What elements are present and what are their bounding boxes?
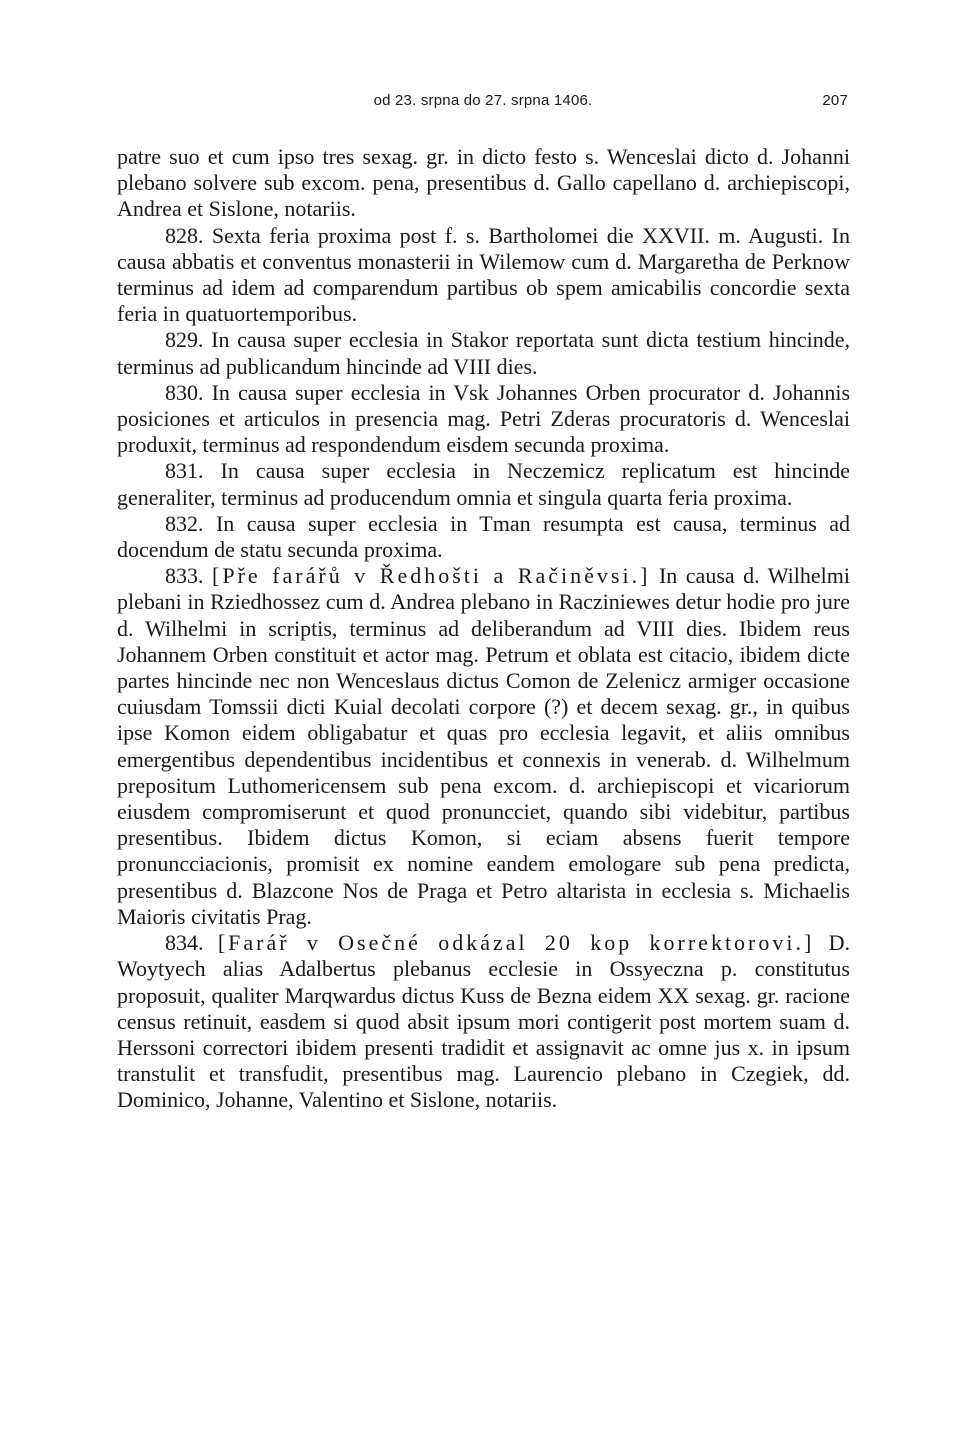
- paragraph-entry-831: 831. In causa super ecclesia in Neczemicz replicatum est hincinde generaliter, terminus ad producendum omnia et singula quarta feria proxima.: [117, 458, 850, 510]
- paragraph-entry-833: [117, 563, 850, 930]
- body-text: [117, 144, 850, 1114]
- entry-number: 833.: [165, 563, 204, 589]
- running-head: [118, 92, 848, 116]
- entry-text: In causa d. Wilhelmi plebani in Rziedhossez cum d. Andrea plebano in Racziniewes detur hodie pro jure d. Wilhelmi in scriptis, terminus ad deliberandum ad VIII dies. Ibidem reus Johannem Orben constituit et actor mag. Petrum et oblata est citacio, ibidem dicte partes hincinde nec non Wenceslaus dictus Comon de Zelenicz armiger occasione cuiusdam Tomssii dicti Kuial decolati corpore (?) et decem sexag. gr., in quibus ipse Komon eidem obligabatur et quas pro ecclesia legavit, et aliis omnibus emergentibus dependentibus incidentibus et connexis in venerab. d. Wilhelmum prepositum Luthomericensem sub pena excom. d. archiepiscopi et vicariorum eiusdem compromiserunt et quod pronuncciet, quando sibi videbitur, partibus presentibus. Ibidem dictus Komon, si eciam absens fuerit tempore pronuncciacionis, promisit ex nomine eandem emologare sub pena predicta, presentibus d. Blazcone Nos de Praga et Petro altarista in ecclesia s. Michaelis Maioris civitatis Prag.: [117, 563, 851, 929]
- paragraph-entry-834: [117, 930, 850, 1113]
- entry-text: D. Woytyech alias Adalbertus plebanus ecclesie in Ossyeczna p. constitutus proposuit, qualiter Marqwardus dictus Kuss de Bezna eidem XX sexag. gr. racione census retinuit, easdem si quod absit ipsum mori contigerit post mortem suam d. Herssoni correctori ibidem presenti tradidit et assignavit ac omne jus x. in ipsum transtulit et transfudit, presentibus mag. Laurencio plebano in Czegiek, dd. Dominico, Johanne, Valentino et Sislone, notariis.: [117, 930, 851, 1113]
- paragraph-entry-828: 828. Sexta feria proxima post f. s. Bartholomei die XXVII. m. Augusti. In causa abbatis et conventus monasterii in Wilemow cum d. Margaretha de Perknow terminus ad idem ad comparendum partibus ob spem amicabilis concordie sexta feria in quatuortemporibus.: [117, 222, 850, 327]
- paragraph-entry-832: 832. In causa super ecclesia in Tman resumpta est causa, terminus ad docendum de statu secunda proxima.: [117, 510, 850, 563]
- entry-heading: [Pře farářů v Ředhošti a Račiněvsi.]: [212, 563, 651, 589]
- paragraph-entry-830: 830. In causa super ecclesia in Vsk Johannes Orben procurator d. Johannis posiciones et articulos in presencia mag. Petri Zderas procuratoris d. Wenceslai produxit, terminus ad respondendum eisdem secunda proxima.: [117, 379, 850, 458]
- running-title: od 23. srpna do 27. srpna 1406.: [373, 92, 593, 109]
- entry-number: 834.: [165, 930, 204, 956]
- entry-heading: [Farář v Osečné odkázal 20 kop korrektorovi.]: [217, 930, 815, 956]
- page-number: 207: [822, 92, 848, 109]
- paragraph-continuation: patre suo et cum ipso tres sexag. gr. in dicto festo s. Wenceslai dicto d. Johanni plebano solvere sub excom. pena, presentibus d. Gallo capellano d. archiepiscopi, Andrea et Sislone, notariis.: [117, 144, 850, 222]
- paragraph-entry-829: 829. In causa super ecclesia in Stakor reportata sunt dicta testium hincinde, terminus ad publicandum hincinde ad VIII dies.: [117, 327, 850, 379]
